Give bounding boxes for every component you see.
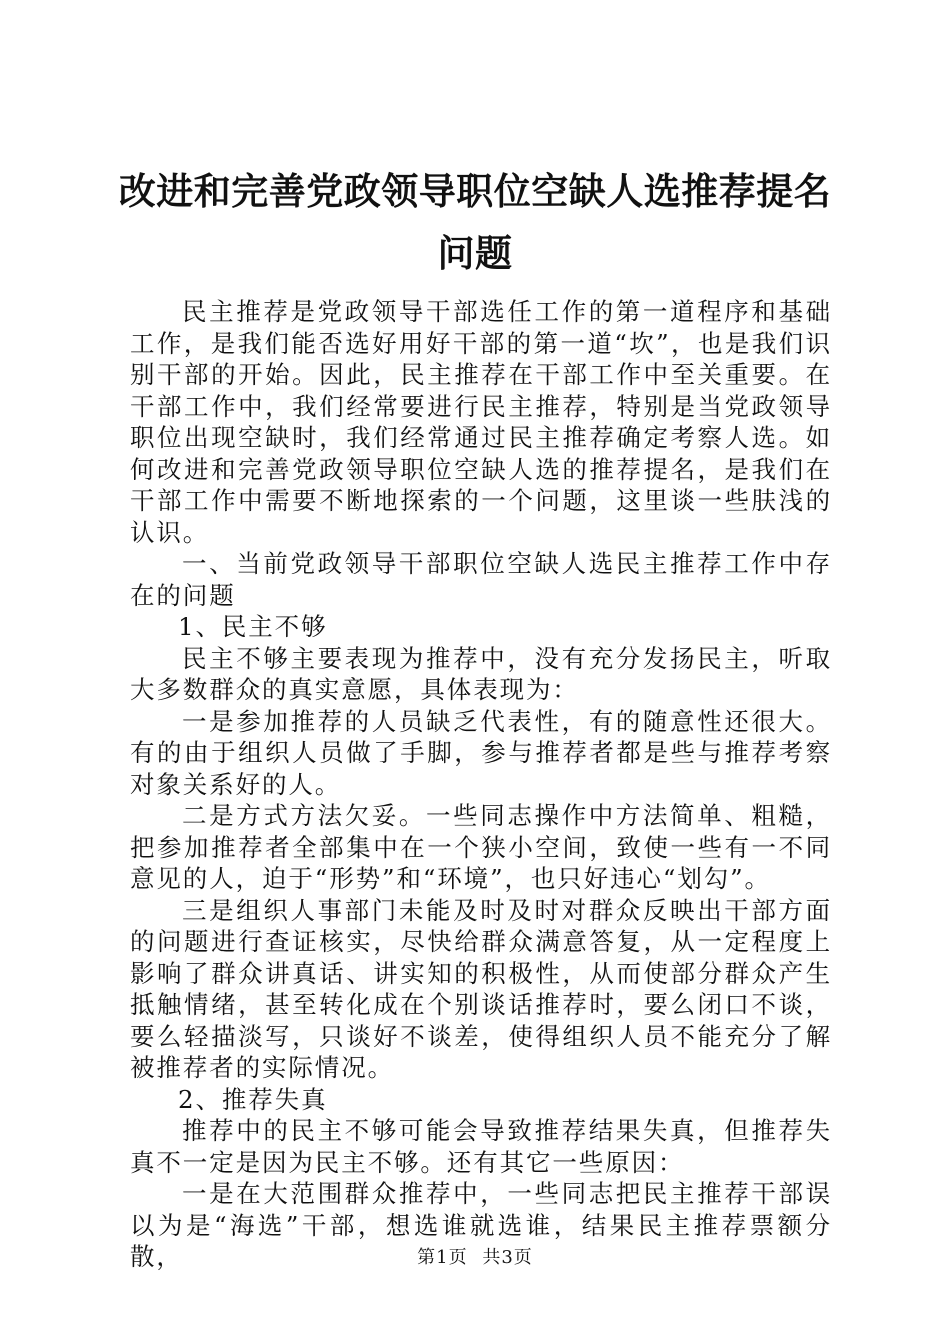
paragraph: 三是组织人事部门未能及时及时对群众反映出干部方面的问题进行查证核实，尽快给群众满意答复，从一定程度上影响了群众讲真话、讲实知的积极性，从而使部分群众产生抵触情绪，甚至转化成在个别谈话推荐时，要么闭口不谈，要么轻描淡写，只谈好不谈差，使得组织人员不能充分了解被推荐者的实际情况。 (130, 895, 832, 1082)
paragraph: 1、民主不够 (178, 612, 328, 641)
paragraph: 一是在大范围群众推荐中，一些同志把民主推荐干部误以为是“海选”干部，想选谁就选谁，结果民主推荐票额分散， (130, 1179, 832, 1271)
document-title: 改进和完善党政领导职位空缺人选推荐提名问题 (118, 169, 832, 275)
paragraph: 一是参加推荐的人员缺乏代表性，有的随意性还很大。有的由于组织人员做了手脚，参与推荐者都是些与推荐考察对象关系好的人。 (130, 706, 832, 799)
paragraph: 2、推荐失真 (178, 1084, 328, 1114)
paragraph: 民主推荐是党政领导干部选任工作的第一道程序和基础工作，是我们能否选好用好干部的第一道“坎”，也是我们识别干部的开始。因此，民主推荐在干部工作中至关重要。在干部工作中，我们经常要进行民主推荐，特别是当党政领导职位出现空缺时，我们经常通过民主推荐确定考察人选。如何改进和完善党政领导职位空缺人选的推荐提名，是我们在干部工作中需要不断地探索的一个问题，这里谈一些肤浅的认识。 (130, 297, 832, 547)
paragraph: 民主不够主要表现为推荐中，没有充分发扬民主，听取大多数群众的真实意愿，具体表现为： (130, 643, 832, 704)
page-footer (0, 1243, 950, 1269)
paragraph: 二是方式方法欠妥。一些同志操作中方法简单、粗糙，把参加推荐者全部集中在一个狭小空间，致使一些有一不同意见的人，迫于“形势”和“环境”，也只好违心“划勾”。 (130, 801, 832, 893)
paragraph: 推荐中的民主不够可能会导致推荐结果失真，但推荐失真不一定是因为民主不够。还有其它一些原因： (130, 1116, 832, 1177)
page-total: 共3页 (482, 1247, 533, 1268)
document-body (130, 296, 832, 1273)
page-number: 第1页 (417, 1247, 468, 1268)
paragraph: 一、当前党政领导干部职位空缺人选民主推荐工作中存在的问题 (130, 549, 832, 610)
